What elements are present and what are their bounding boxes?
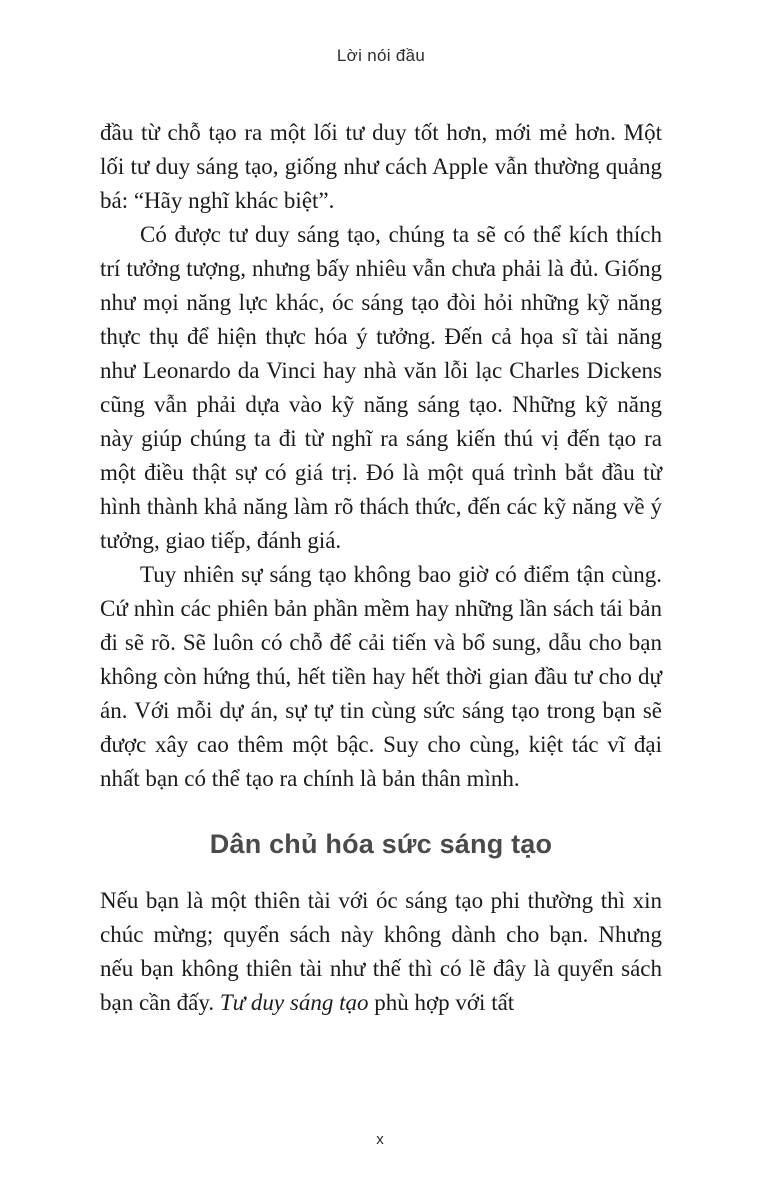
book-title-italic: Tư duy sáng tạo <box>219 990 369 1015</box>
paragraph-with-italic <box>100 884 662 1020</box>
page-number: x <box>376 1131 384 1148</box>
section-heading: Dân chủ hóa sức sáng tạo <box>209 829 553 859</box>
body-text <box>100 116 662 1020</box>
paragraph: Có được tư duy sáng tạo, chúng ta sẽ có thể kích thích trí tưởng tượng, nhưng bấy nhiêu vẫn chưa phải là đủ. Giống như mọi năng lực khác, óc sáng tạo đòi hỏi những kỹ năng thực thụ để hiện thực hóa ý tưởng. Đến cả họa sĩ tài năng như Leonardo da Vinci hay nhà văn lỗi lạc Charles Dickens cũng vẫn phải dựa vào kỹ năng sáng tạo. Những kỹ năng này giúp chúng ta đi từ nghĩ ra sáng kiến thú vị đến tạo ra một điều thật sự có giá trị. Đó là một quá trình bắt đầu từ hình thành khả năng làm rõ thách thức, đến các kỹ năng về ý tưởng, giao tiếp, đánh giá. <box>100 222 662 553</box>
paragraph-run: phù hợp với tất <box>368 990 515 1015</box>
paragraph: Tuy nhiên sự sáng tạo không bao giờ có điểm tận cùng. Cứ nhìn các phiên bản phần mềm hay những lần sách tái bản đi sẽ rõ. Sẽ luôn có chỗ để cải tiến và bổ sung, dẫu cho bạn không còn hứng thú, hết tiền hay hết thời gian đầu tư cho dự án. Với mỗi dự án, sự tự tin cùng sức sáng tạo trong bạn sẽ được xây cao thêm một bậc. Suy cho cùng, kiệt tác vĩ đại nhất bạn có thể tạo ra chính là bản thân mình. <box>100 562 662 791</box>
running-head: Lời nói đầu <box>336 46 426 65</box>
paragraph-run: Nếu bạn là một thiên tài với óc sáng tạo phi thường thì xin chúc mừng; quyển sách này không dành cho bạn. Nhưng nếu bạn không thiên tài như thế thì có lẽ đây là quyển sách bạn cần đấy. <box>100 888 662 1015</box>
paragraph-continuation: đầu từ chỗ tạo ra một lối tư duy tốt hơn, mới mẻ hơn. Một lối tư duy sáng tạo, giống như cách Apple vẫn thường quảng bá: “Hãy nghĩ khác biệt”. <box>100 120 662 213</box>
